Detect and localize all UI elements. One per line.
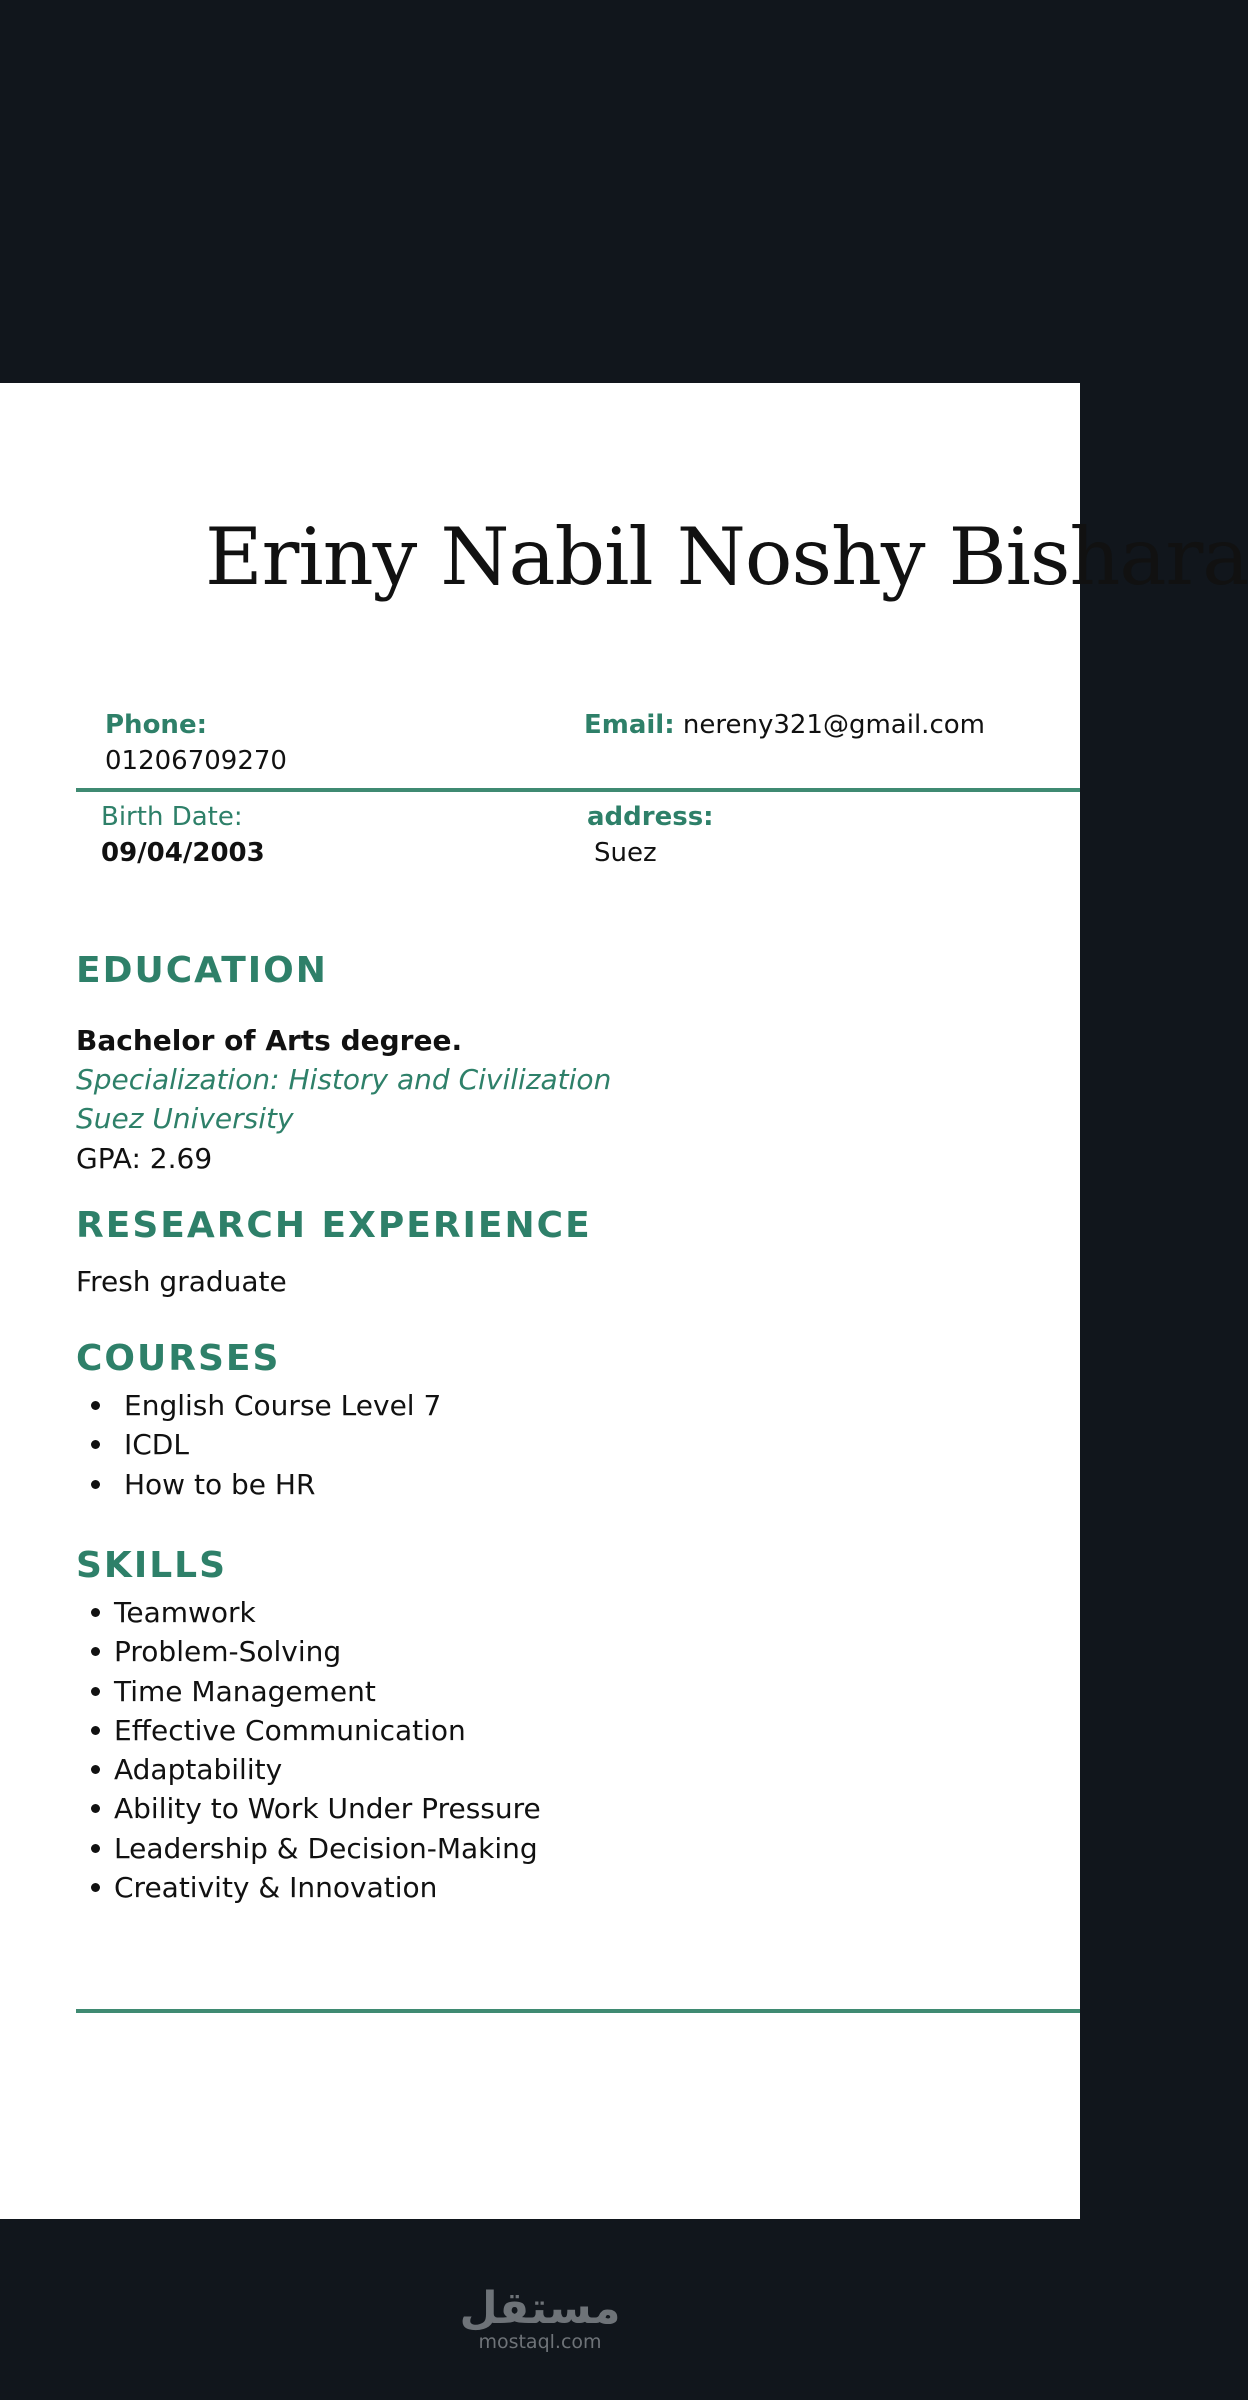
list-item: Problem-Solving — [114, 1632, 541, 1671]
education-heading: EDUCATION — [76, 950, 328, 991]
list-item: Creativity & Innovation — [114, 1868, 541, 1907]
education-university: Suez University — [76, 1102, 294, 1135]
list-item: How to be HR — [124, 1465, 441, 1504]
phone-label: Phone: — [105, 710, 207, 740]
courses-list — [124, 1386, 441, 1504]
education-gpa: GPA: 2.69 — [76, 1142, 213, 1175]
email-field — [584, 710, 985, 740]
birth-date-label: Birth Date: — [101, 802, 243, 832]
email-label: Email: — [584, 710, 675, 740]
skills-list — [114, 1593, 541, 1907]
bottom-divider — [76, 2009, 1080, 2013]
address-value: Suez — [594, 838, 657, 868]
contact-divider — [76, 788, 1080, 792]
resume-name: Eriny Nabil Noshy Bishara — [205, 511, 1248, 603]
list-item: Effective Communication — [114, 1711, 541, 1750]
education-specialization: Specialization: History and Civilization — [76, 1063, 612, 1096]
mostaql-logo: مستقل — [459, 2283, 621, 2334]
birth-date-value: 09/04/2003 — [101, 838, 265, 868]
top-dark-band — [0, 0, 1080, 383]
list-item: English Course Level 7 — [124, 1386, 441, 1425]
research-text: Fresh graduate — [76, 1265, 287, 1298]
resume-page — [0, 383, 1248, 2219]
list-item: Ability to Work Under Pressure — [114, 1789, 541, 1828]
list-item: Leadership & Decision-Making — [114, 1829, 541, 1868]
research-heading: RESEARCH EXPERIENCE — [76, 1205, 592, 1246]
list-item: Time Management — [114, 1672, 541, 1711]
education-degree: Bachelor of Arts degree. — [76, 1024, 463, 1057]
address-label: address: — [587, 802, 714, 832]
email-value: nereny321@gmail.com — [682, 710, 985, 740]
courses-heading: COURSES — [76, 1338, 281, 1379]
phone-value: 01206709270 — [105, 746, 287, 776]
skills-heading: SKILLS — [76, 1545, 228, 1586]
list-item: Adaptability — [114, 1750, 541, 1789]
list-item: Teamwork — [114, 1593, 541, 1632]
list-item: ICDL — [124, 1425, 441, 1464]
mostaql-logo-latin: mostaql.com — [478, 2331, 602, 2353]
